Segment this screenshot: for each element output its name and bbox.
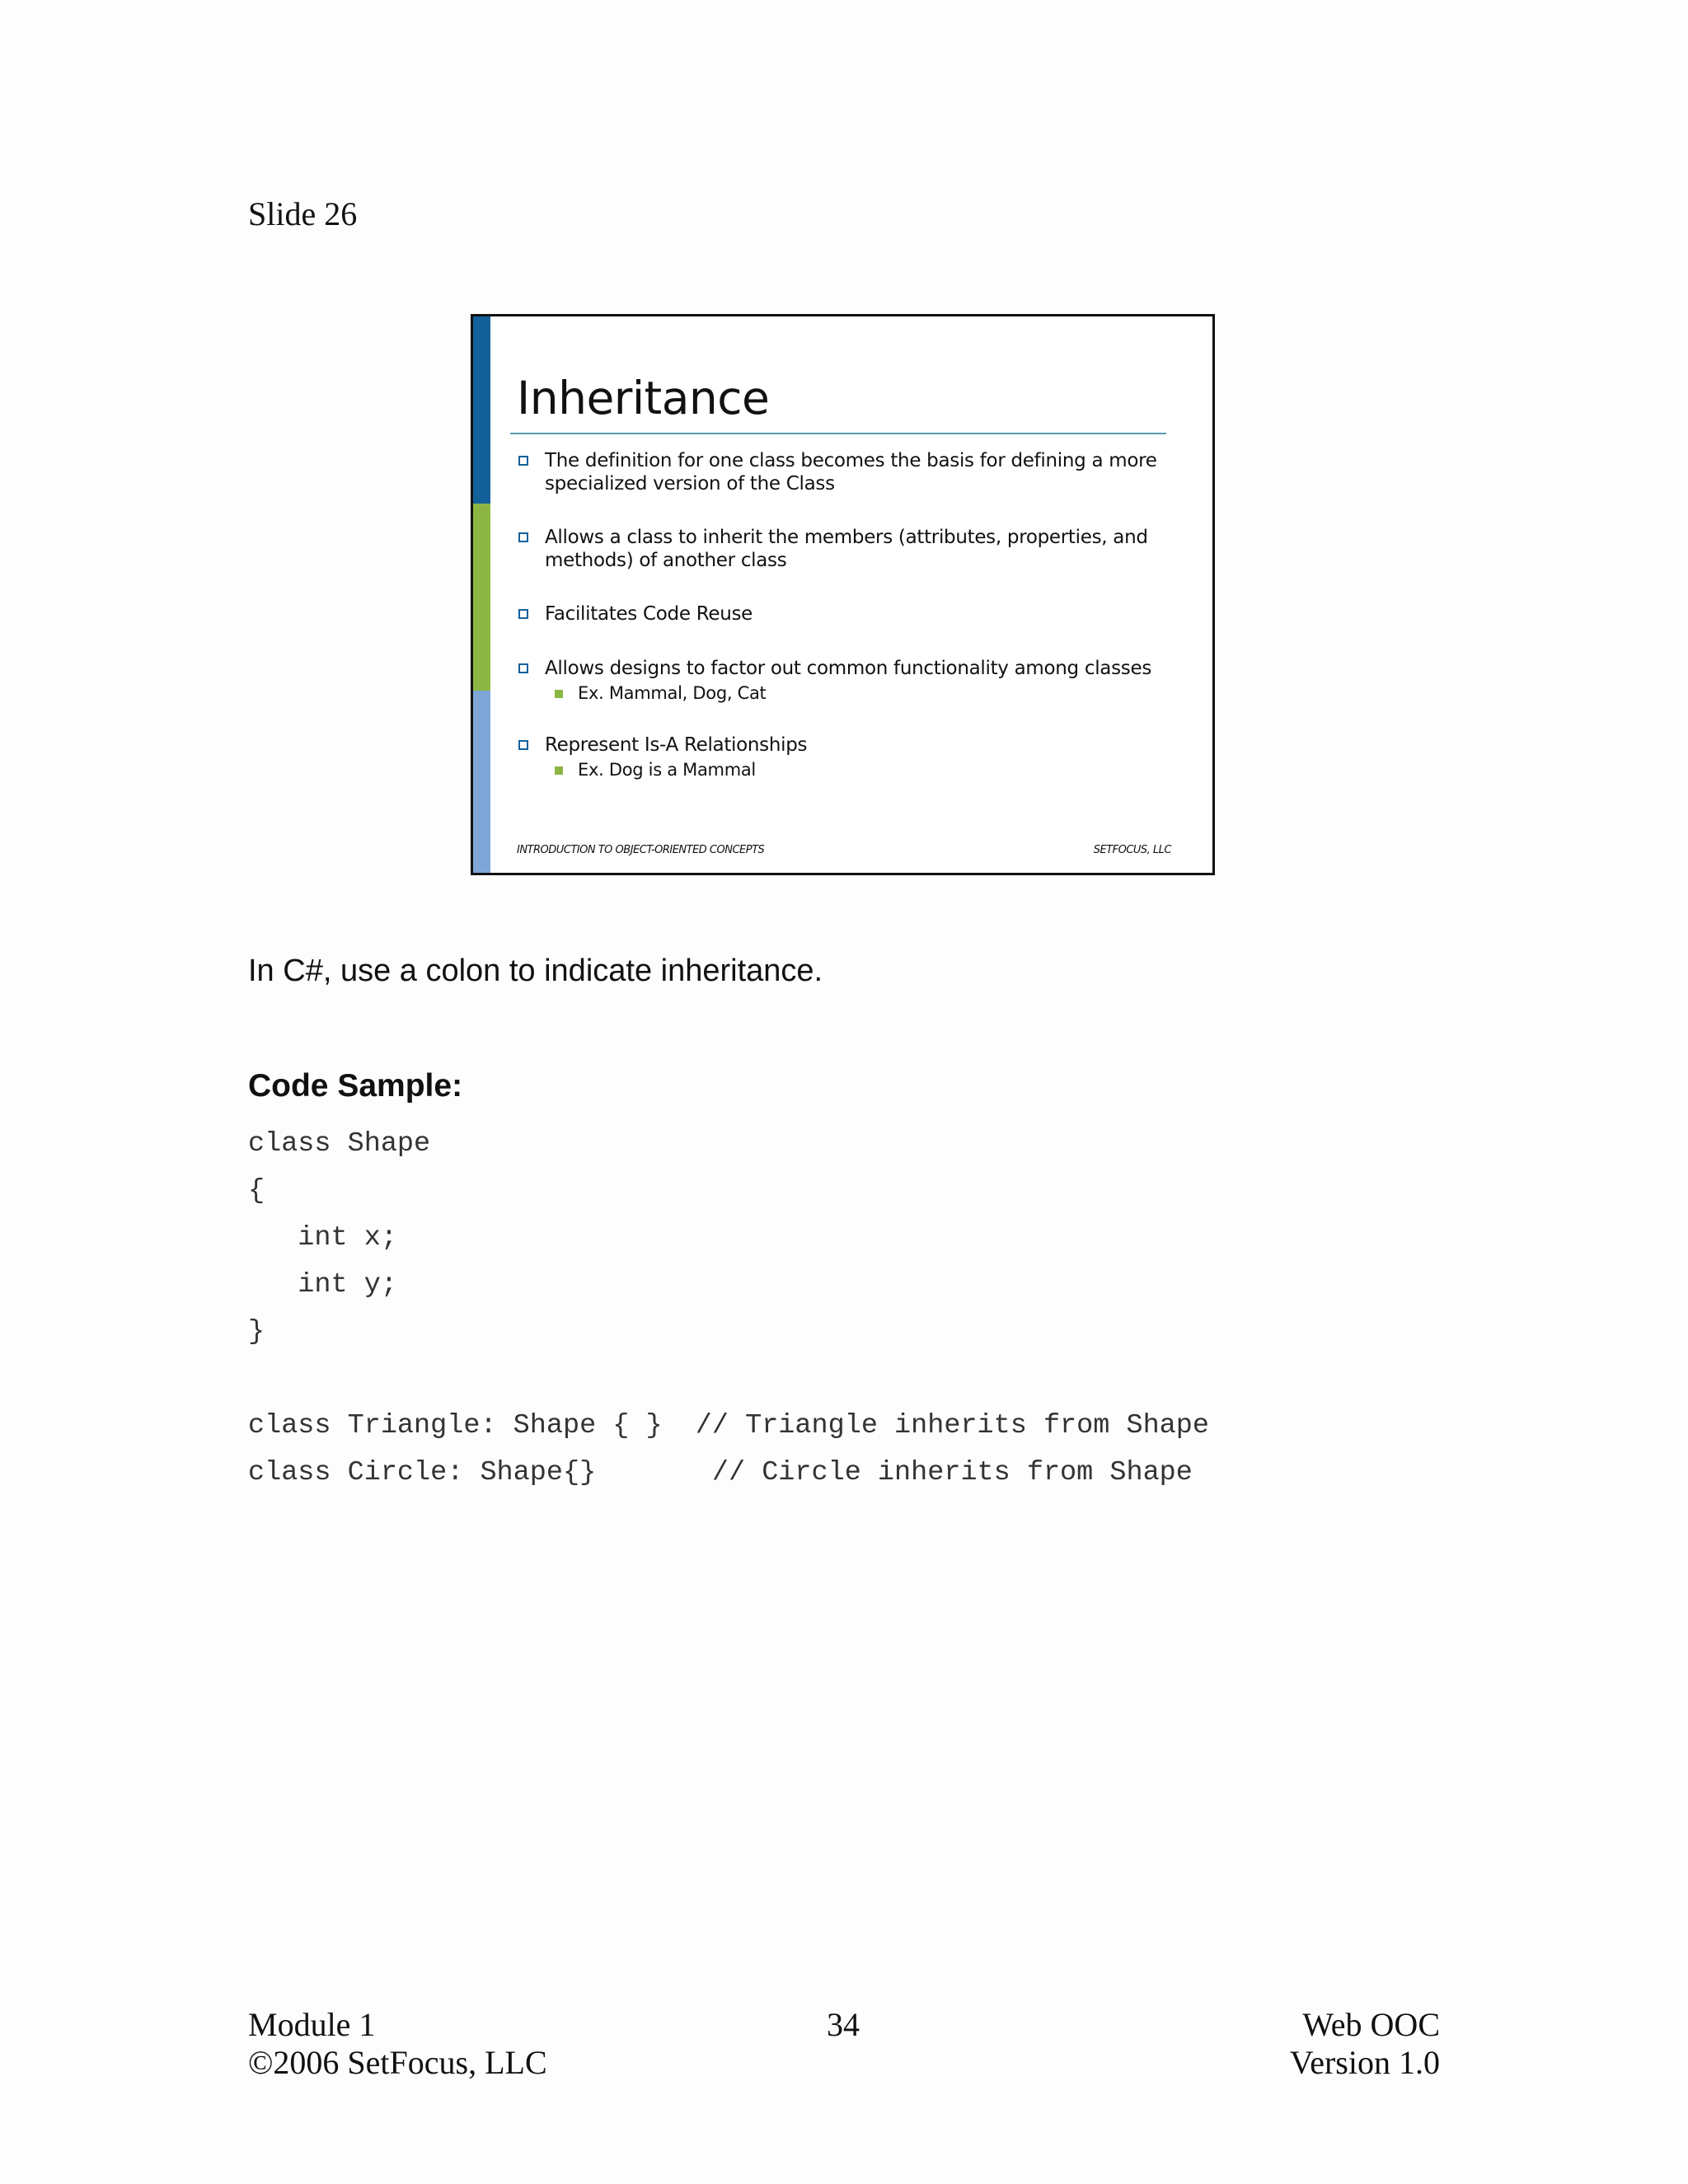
code-line bbox=[248, 1356, 1209, 1403]
slide-number-label: Slide 26 bbox=[248, 195, 358, 232]
bullet-box-icon bbox=[518, 609, 528, 619]
code-line: class Triangle: Shape { } // Triangle inherits from Shape bbox=[248, 1410, 1209, 1441]
bullet-text: Allows a class to inherit the members (attributes, properties, and methods) of another class bbox=[545, 527, 1148, 571]
slide-footer-company: SETFOCUS, LLC bbox=[1093, 844, 1171, 856]
slide-bullet bbox=[518, 657, 1170, 703]
color-bar-top bbox=[473, 316, 490, 504]
code-sample-block bbox=[248, 1121, 1209, 1497]
footer-module: Module 1 bbox=[248, 2006, 376, 2043]
footer-copyright: ©2006 SetFocus, LLC bbox=[248, 2044, 547, 2081]
code-line: class Circle: Shape{} // Circle inherits from Shape bbox=[248, 1457, 1193, 1488]
bullet-text: Allows designs to factor out common functionality among classes bbox=[545, 658, 1152, 679]
slide-bullet bbox=[518, 602, 1170, 626]
bullet-box-icon bbox=[518, 740, 528, 750]
bullet-text: The definition for one class becomes the basis for defining a more specialized version of the Class bbox=[545, 450, 1157, 494]
code-line: int y; bbox=[248, 1269, 397, 1301]
bullet-text: Represent Is-A Relationships bbox=[545, 734, 808, 756]
code-line: } bbox=[248, 1316, 265, 1347]
sub-bullet-text: Ex. Mammal, Dog, Cat bbox=[578, 683, 767, 703]
page-footer-right bbox=[1290, 2006, 1440, 2082]
color-bar-bottom bbox=[473, 691, 490, 875]
code-line: int x; bbox=[248, 1222, 397, 1254]
color-bar-middle bbox=[473, 504, 490, 691]
slide-thumbnail bbox=[471, 314, 1215, 875]
title-underline bbox=[510, 433, 1166, 434]
intro-paragraph: In C#, use a colon to indicate inheritance. bbox=[248, 954, 823, 988]
bullet-text: Facilitates Code Reuse bbox=[545, 603, 753, 625]
sub-bullet bbox=[578, 683, 1170, 703]
slide-footer-course: INTRODUCTION TO OBJECT-ORIENTED CONCEPTS bbox=[517, 844, 765, 856]
green-square-icon bbox=[555, 690, 563, 698]
code-line: { bbox=[248, 1175, 265, 1207]
slide-title: Inheritance bbox=[517, 372, 770, 424]
sub-bullet-text: Ex. Dog is a Mammal bbox=[578, 760, 756, 780]
slide-bullet bbox=[518, 526, 1170, 572]
page-number: 34 bbox=[827, 2006, 860, 2043]
slide-bullet bbox=[518, 449, 1170, 495]
slide-bullet bbox=[518, 733, 1170, 780]
bullet-box-icon bbox=[518, 456, 528, 466]
page-footer-left bbox=[248, 2006, 547, 2082]
code-sample-heading: Code Sample: bbox=[248, 1068, 463, 1104]
footer-course-name: Web OOC bbox=[1302, 2006, 1440, 2043]
sub-bullet bbox=[578, 760, 1170, 780]
slide-color-bar bbox=[473, 316, 490, 873]
code-line: class Shape bbox=[248, 1128, 431, 1160]
bullet-box-icon bbox=[518, 532, 528, 542]
green-square-icon bbox=[555, 766, 563, 775]
footer-version: Version 1.0 bbox=[1289, 2044, 1440, 2081]
bullet-box-icon bbox=[518, 663, 528, 673]
